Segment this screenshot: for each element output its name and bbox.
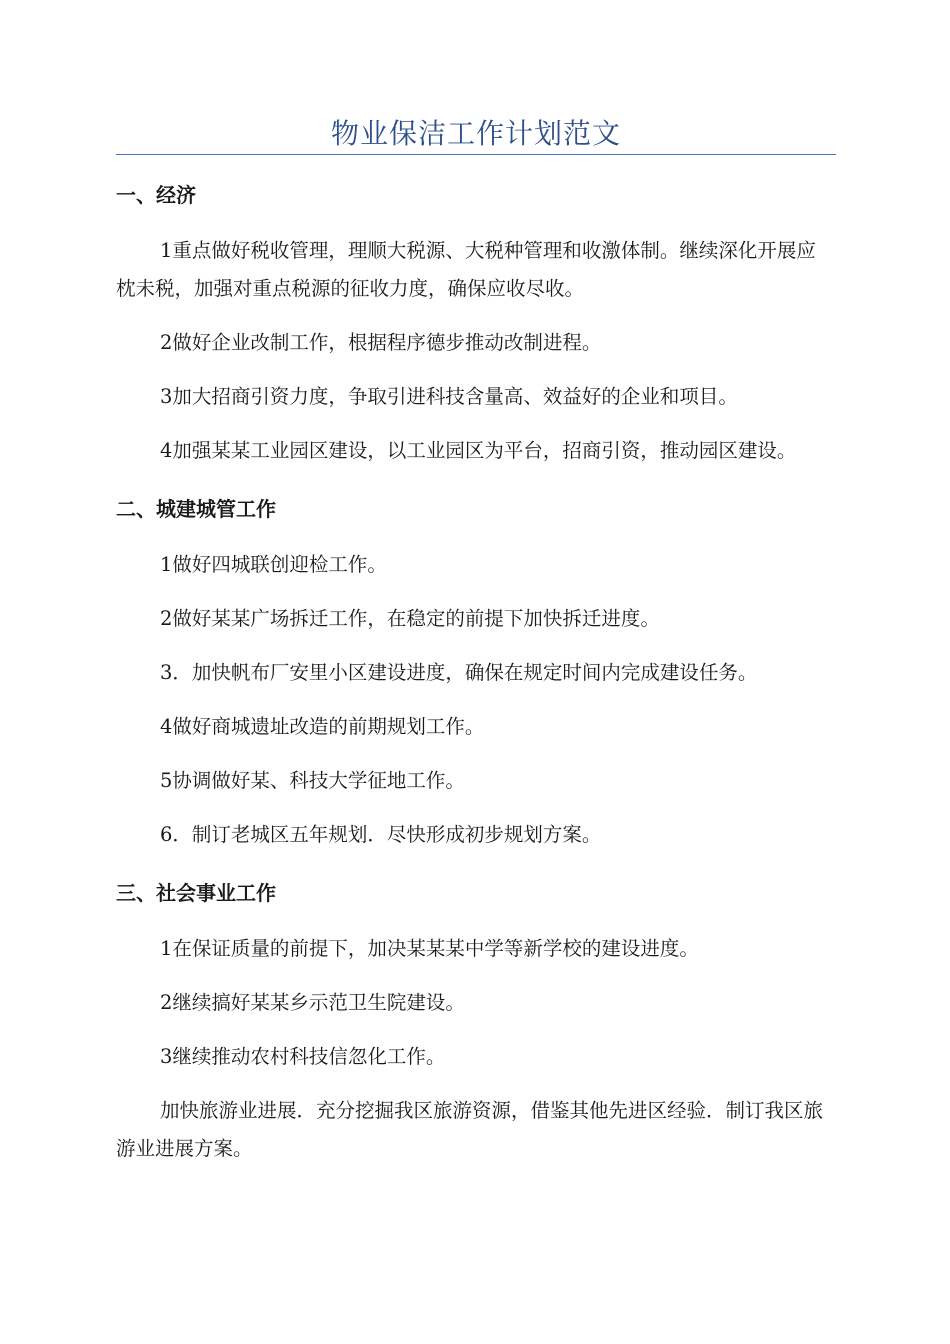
paragraph: 6．制订老城区五年规划．尽快形成初步规划方案。 [160, 823, 602, 846]
paragraph: 2做好企业改制工作，根据程序德步推动改制进程。 [160, 331, 602, 354]
paragraph: 加快旅游业进展．充分挖掘我区旅游资源，借鉴其他先进区经验．制订我区旅游业进展方案。 [116, 1099, 824, 1160]
section-heading-social-affairs: 三、社会事业工作 [116, 881, 276, 905]
title-underline [116, 154, 836, 155]
paragraph: 2继续搞好某某乡示范卫生院建设。 [160, 991, 465, 1014]
paragraph: 1在保证质量的前提下，加决某某某中学等新学校的建设进度。 [160, 937, 699, 960]
document-body [116, 178, 832, 1184]
paragraph: 1重点做好税收管理，理顺大税源、大税种管理和收激体制。继续深化开展应枕未税，加强对重点税源的征收力度，确保应收尽收。 [116, 239, 816, 300]
paragraph: 3．加快帆布厂安里小区建设进度，确保在规定时间内完成建设任务。 [160, 661, 758, 684]
paragraph: 5协调做好某、科技大学征地工作。 [160, 769, 465, 792]
paragraph: 2做好某某广场拆迁工作，在稳定的前提下加快拆迁进度。 [160, 607, 660, 630]
document-title: 物业保洁工作计划范文 [330, 117, 621, 150]
paragraph: 1做好四城联创迎检工作。 [160, 553, 387, 576]
section-heading-urban-construction: 二、城建城管工作 [116, 497, 276, 521]
paragraph: 4做好商城遗址改造的前期规划工作。 [160, 715, 485, 738]
paragraph: 3继续推动农村科技信忽化工作。 [160, 1045, 446, 1068]
paragraph: 4加强某某工业园区建设，以工业园区为平台，招商引资，推动园区建设。 [160, 439, 797, 462]
paragraph: 3加大招商引资力度，争取引进科技含量高、效益好的企业和项目。 [160, 385, 738, 408]
section-heading-economy: 一、经济 [116, 183, 196, 207]
